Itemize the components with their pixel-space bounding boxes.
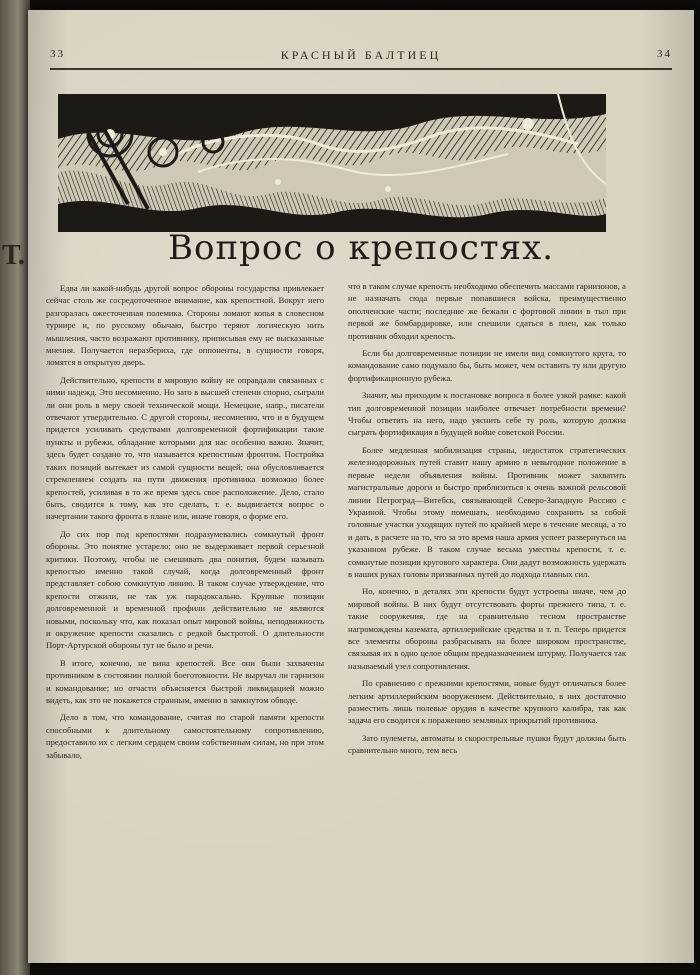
journal-title: КРАСНЫЙ БАЛТИЕЦ bbox=[280, 48, 442, 62]
adjacent-page-fragment: Т. bbox=[2, 240, 25, 271]
paragraph: Зато пулеметы, автоматы и скорострельные пушки будут должны быть сравнительно много, тем весь bbox=[348, 732, 626, 756]
paragraph: что в таком случае крепость необходимо обеспечить массами гарнизонов, а не назначать сюда первые попавшиеся войска, преимущественно ополченские части; последние же бежали с фортовой линии в тыл при первой же бомбардировке, или спешили сдаться в плен, как только противник обходил крепость. bbox=[348, 281, 626, 341]
paragraph: Но, конечно, в деталях эти крепости будут устроены иначе, чем до мировой войны. В них будут отсутствовать форты прежнего типа, т. е. такие сооружения, где на сравнительно тесном пространстве нагромождены каземата, артиллерийские средства и т. п. Теперь придется все элементы обороны разбрасывать на более широком пространстве, связывая их в одно целое общим предназначением штурму. Получается так называемый узел сопротивления. bbox=[348, 586, 626, 671]
engraved-illustration bbox=[58, 94, 606, 232]
text-column-right bbox=[348, 280, 626, 757]
page-number-right: 34 bbox=[657, 48, 672, 60]
paragraph: В итоге, конечно, не вина крепостей. Все они были захвачены противником в состоянии полной боеготовности. Не выручал ли гарнизон и командование; но отчасти объясняется быстрой ликвидацией можно видеть, как это не покажется странным, именно в замкнутом обводе. bbox=[46, 657, 324, 705]
paragraph: Значит, мы приходим к постановке вопроса в более узкой рамке: какой тип долговременной позиции наиболее отвечает потребности времени? Чтобы ответить на него, надо уяснить себе ту роль, которую должна сыграть фортификация в будущей войне советской России. bbox=[348, 390, 626, 438]
header-rule bbox=[50, 68, 672, 70]
paragraph: Дело в том, что командование, считая по старой памяти крепости способными к длительному самостоятельному сопротивлению, предоставило их с легким сердцем своим собственным силам, но при этом забывало, bbox=[46, 712, 324, 760]
paragraph: До сих пор под крепостями подразумевались сомкнутый фронт обороны. Это понятие устарело; оно не выдерживает первой серьезной критики. Поэтому, чтобы не смешивать два понятия, будем называть крепостью именно такой случай, когда долговременный фронт представляет собою сомкнутую линию. В таком случае утверждение, что крепости отжили, не так уж парадоксально. Крупные позиции долговременной и временной профили действительно не являются новыми, поскольку что, как показал опыт мировой войны, неподвижность и окружение крепости сказались с редкой быстротой. О длительности Порт-Артурской обороны тут не было и речи. bbox=[46, 528, 324, 651]
paragraph: Если бы долговременные позиции не имели вид сомкнутого круга, то командование само подумало бы, быть может, чем оставить ту или другую фортификационную рубежа. bbox=[348, 348, 626, 383]
paragraph: Более медленная мобилизация страны, недостаток стратегических железнодорожных путей ставит нашу армию в невыгодное положение в первые недели объявления войны. Противник может захватить магистральные дороги и быстро приблизиться к очень важной рельсовой линии Петроград—Витебск, связывающей Северо-Западную Россию с Украиной. Чтобы этому помешать, необходимо сохранить за собой головные участки уходящих путей по крайней мере в течение месяца, а то и дать, в расчете на то, что за это время наша армия успеет развернуться на указанном рубеже. В таком случае весьма уместны крепости, т. е. сомкнутые позиции кругового характера. Они дадут возможность удержать в наших руках головы призванных путей до подхода главных сил. bbox=[348, 444, 626, 579]
journal-page bbox=[28, 10, 694, 963]
paragraph: Едва ли какой-нибудь другой вопрос обороны государства привлекает сейчас столь же сосредоточенное внимание, как крепостной. Вокруг него разгоралась ожесточенная полемика. Стороны ломают копья в словесном турнире и, по русскому обычаю, быстро теряют логическую нить мышления, часто возражают противнику, приписывая ему не высказанные мнения. Получается неразбериха, где оппоненты, в сущности говоря, ломятся в открытую дверь. bbox=[46, 283, 324, 368]
text-column-left bbox=[46, 282, 324, 761]
paragraph: По сравнению с прежними крепостями, новые будут отличаться более легким артиллерийским вооружением. Действительно, в них достаточно разместить лишь полевые орудия в качестве крупного калибра, так как задача его сводится к поражению земляных прикрытий противника. bbox=[348, 678, 626, 726]
running-header bbox=[50, 46, 672, 64]
article-title: Вопрос о крепостях. bbox=[167, 228, 555, 268]
paragraph: Действительно, крепости в мировую войну не оправдали связанных с ними надежд. Это несомненно. Но зато в высшей степени спорно, сыграли ли они роль в меру своей технической мощи. Немецкие, напр., писатели отвечают утвердительно. С другой стороны, несомненно, что и в будущем придется усиливать средствами долговременной фортификации такие пункты и рубежи, обладание которыми для нас особенно важно. Значит, здесь будет создано то, что называется крепостным фронтом. Постройка таких позиций вытекает из самой сущности вещей; она обусловливается стремлением создать на пути движения противника возможно более крепостей, усиливая в то же время здесь свое расположение. Дело, стало быть, сводится к тому, как это сделать, т. е. выдвигается вопрос о начертании такого фронта в плане или, иначе говоря, о форме его. bbox=[46, 374, 324, 522]
adjacent-page-edge bbox=[0, 0, 30, 975]
page-number-left: 33 bbox=[50, 48, 65, 60]
